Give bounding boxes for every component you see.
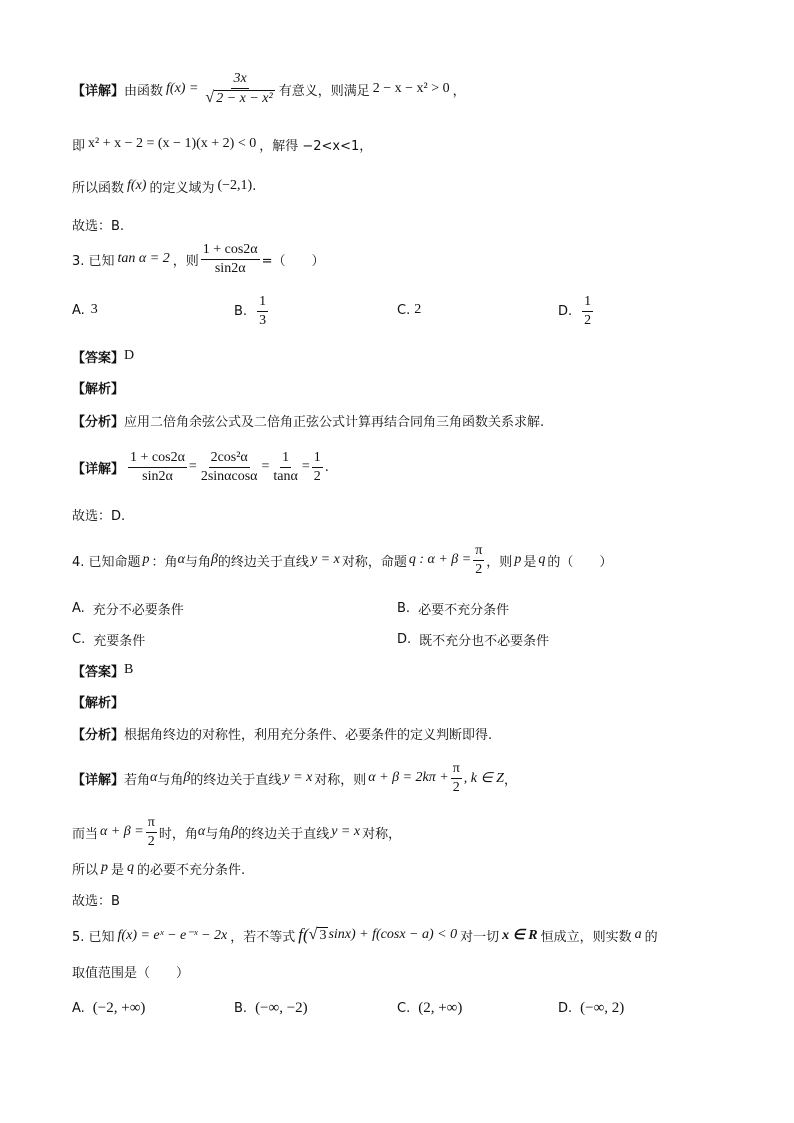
- q5-stem-line-1: 5. 已知 f(x) = eˣ − e⁻ˣ − 2x ，若不等式 f( √ 3 sinx) + f(cosx − a) < 0 对一切 x ∈ R 恒成立，则实数 a 的: [72, 925, 658, 945]
- q5-option-d: D. (−∞, 2): [558, 999, 625, 1016]
- q3-select: 故选：D.: [72, 508, 126, 524]
- fraction: $\frac{\text{2cos²α}}{2\sin\alpha\cos\alpha}$: [200, 449, 258, 484]
- q3-option-a: A. 3: [72, 302, 98, 318]
- q3-analysis: 【分析】 应用二倍角余弦公式及二倍角正弦公式计算再结合同角三角函数关系求解.: [72, 414, 545, 430]
- fraction: $\frac{\pi}{2}$: [452, 760, 460, 795]
- q5-option-b: B. (−∞, −2): [234, 999, 308, 1016]
- q4-option-d: D. 既不充分也不必要条件: [397, 631, 550, 649]
- fraction: $\frac{\pi}{2}$: [147, 814, 155, 849]
- q4-option-b: B. 必要不充分条件: [397, 600, 510, 618]
- fraction: $\frac{\pi}{2}$: [475, 542, 483, 577]
- fraction: $\frac{1}{2}$: [584, 293, 592, 328]
- q4-option-a: A. 充分不必要条件: [72, 600, 184, 618]
- q3-option-b: B. $\frac{1}{3}$: [234, 293, 267, 328]
- q4-detail-line-3: 所以 p 是 q 的必要不充分条件.: [72, 860, 246, 878]
- q4-detail-line-1: 【详解】 若角 α 与角 β 的终边关于直线 y = x 对称，则 α + β = 2kπ + $\frac{\pi}{2}$ , k ∈ Z ，: [72, 760, 517, 795]
- detail-label: 【详解】: [72, 83, 125, 99]
- q3-option-c: C. 2: [397, 302, 422, 318]
- p2-detail-line-2: 即 x² + x − 2 = (x − 1)(x + 2) < 0 ，解得 −2<x<1，: [72, 136, 373, 154]
- q3-jiexi: 【解析】: [72, 381, 125, 397]
- fraction: $\frac{1}{3}$: [259, 293, 267, 328]
- q3-detail: 【详解】 $\frac{1 + \cos 2\alpha}{\sin 2\alpha}$ = $\frac{\text{2cos²α}}{2\sin\alpha\cos\alpha}$ = $\frac{1}{\tan\alpha}$ = $\frac{1}{2}$ .: [72, 449, 329, 484]
- fraction: $\frac{1}{\tan\alpha}$: [273, 449, 298, 484]
- p2-select: 故选：B.: [72, 218, 125, 234]
- q4-detail-line-2: 而当 α + β = $\frac{\pi}{2}$ 时，角 α 与角 β 的终边关于直线 y = x 对称，: [72, 814, 402, 849]
- q4-option-c: C. 充要条件: [72, 631, 146, 649]
- fraction: $\frac{1}{2}$: [313, 449, 321, 484]
- q5-stem-line-2: 取值范围是（ ）: [72, 965, 190, 981]
- sqrt-sign: √ 3: [308, 926, 327, 943]
- q4-answer: 【答案】 B: [72, 662, 134, 680]
- q4-stem: 4. 已知命题 p ：角 α 与角 β 的终边关于直线 y = x 对称，命题 q : α + β = $\frac{\pi}{2}$ ，则 p 是 q 的（ ）: [72, 542, 613, 577]
- fraction: $\frac{3x}{\text{√ 2 − x − x²}}$: [205, 71, 273, 106]
- q5-option-c: C. (2, +∞): [397, 999, 463, 1016]
- q3-answer: 【答案】 D: [72, 348, 135, 366]
- p2-detail-line-3: 所以函数 f(x) 的定义域为 (−2,1) .: [72, 178, 257, 196]
- q3-stem: 3. 已知 tan α = 2 ，则 $\frac{1 + \cos 2\alpha}{\sin 2\alpha}$ =（ ）: [72, 241, 325, 276]
- q5-option-a: A. (−2, +∞): [72, 999, 146, 1016]
- p2-detail-line-1: 【详解】 由函数 f(x) = $\frac{3x}{\text{√ 2 − x − x²}}$ 有意义，则满足 2 − x − x² > 0 ，: [72, 71, 466, 106]
- fraction: $\frac{1 + \cos 2\alpha}{\sin 2\alpha}$: [202, 241, 258, 276]
- q4-jiexi: 【解析】: [72, 695, 125, 711]
- fraction: $\frac{1 + \cos 2\alpha}{\sin 2\alpha}$: [130, 449, 185, 484]
- q3-option-d: D. $\frac{1}{2}$: [558, 293, 592, 328]
- q4-analysis: 【分析】 根据角终边的对称性，利用充分条件、必要条件的定义判断即得.: [72, 727, 493, 743]
- q4-select: 故选：B: [72, 893, 120, 909]
